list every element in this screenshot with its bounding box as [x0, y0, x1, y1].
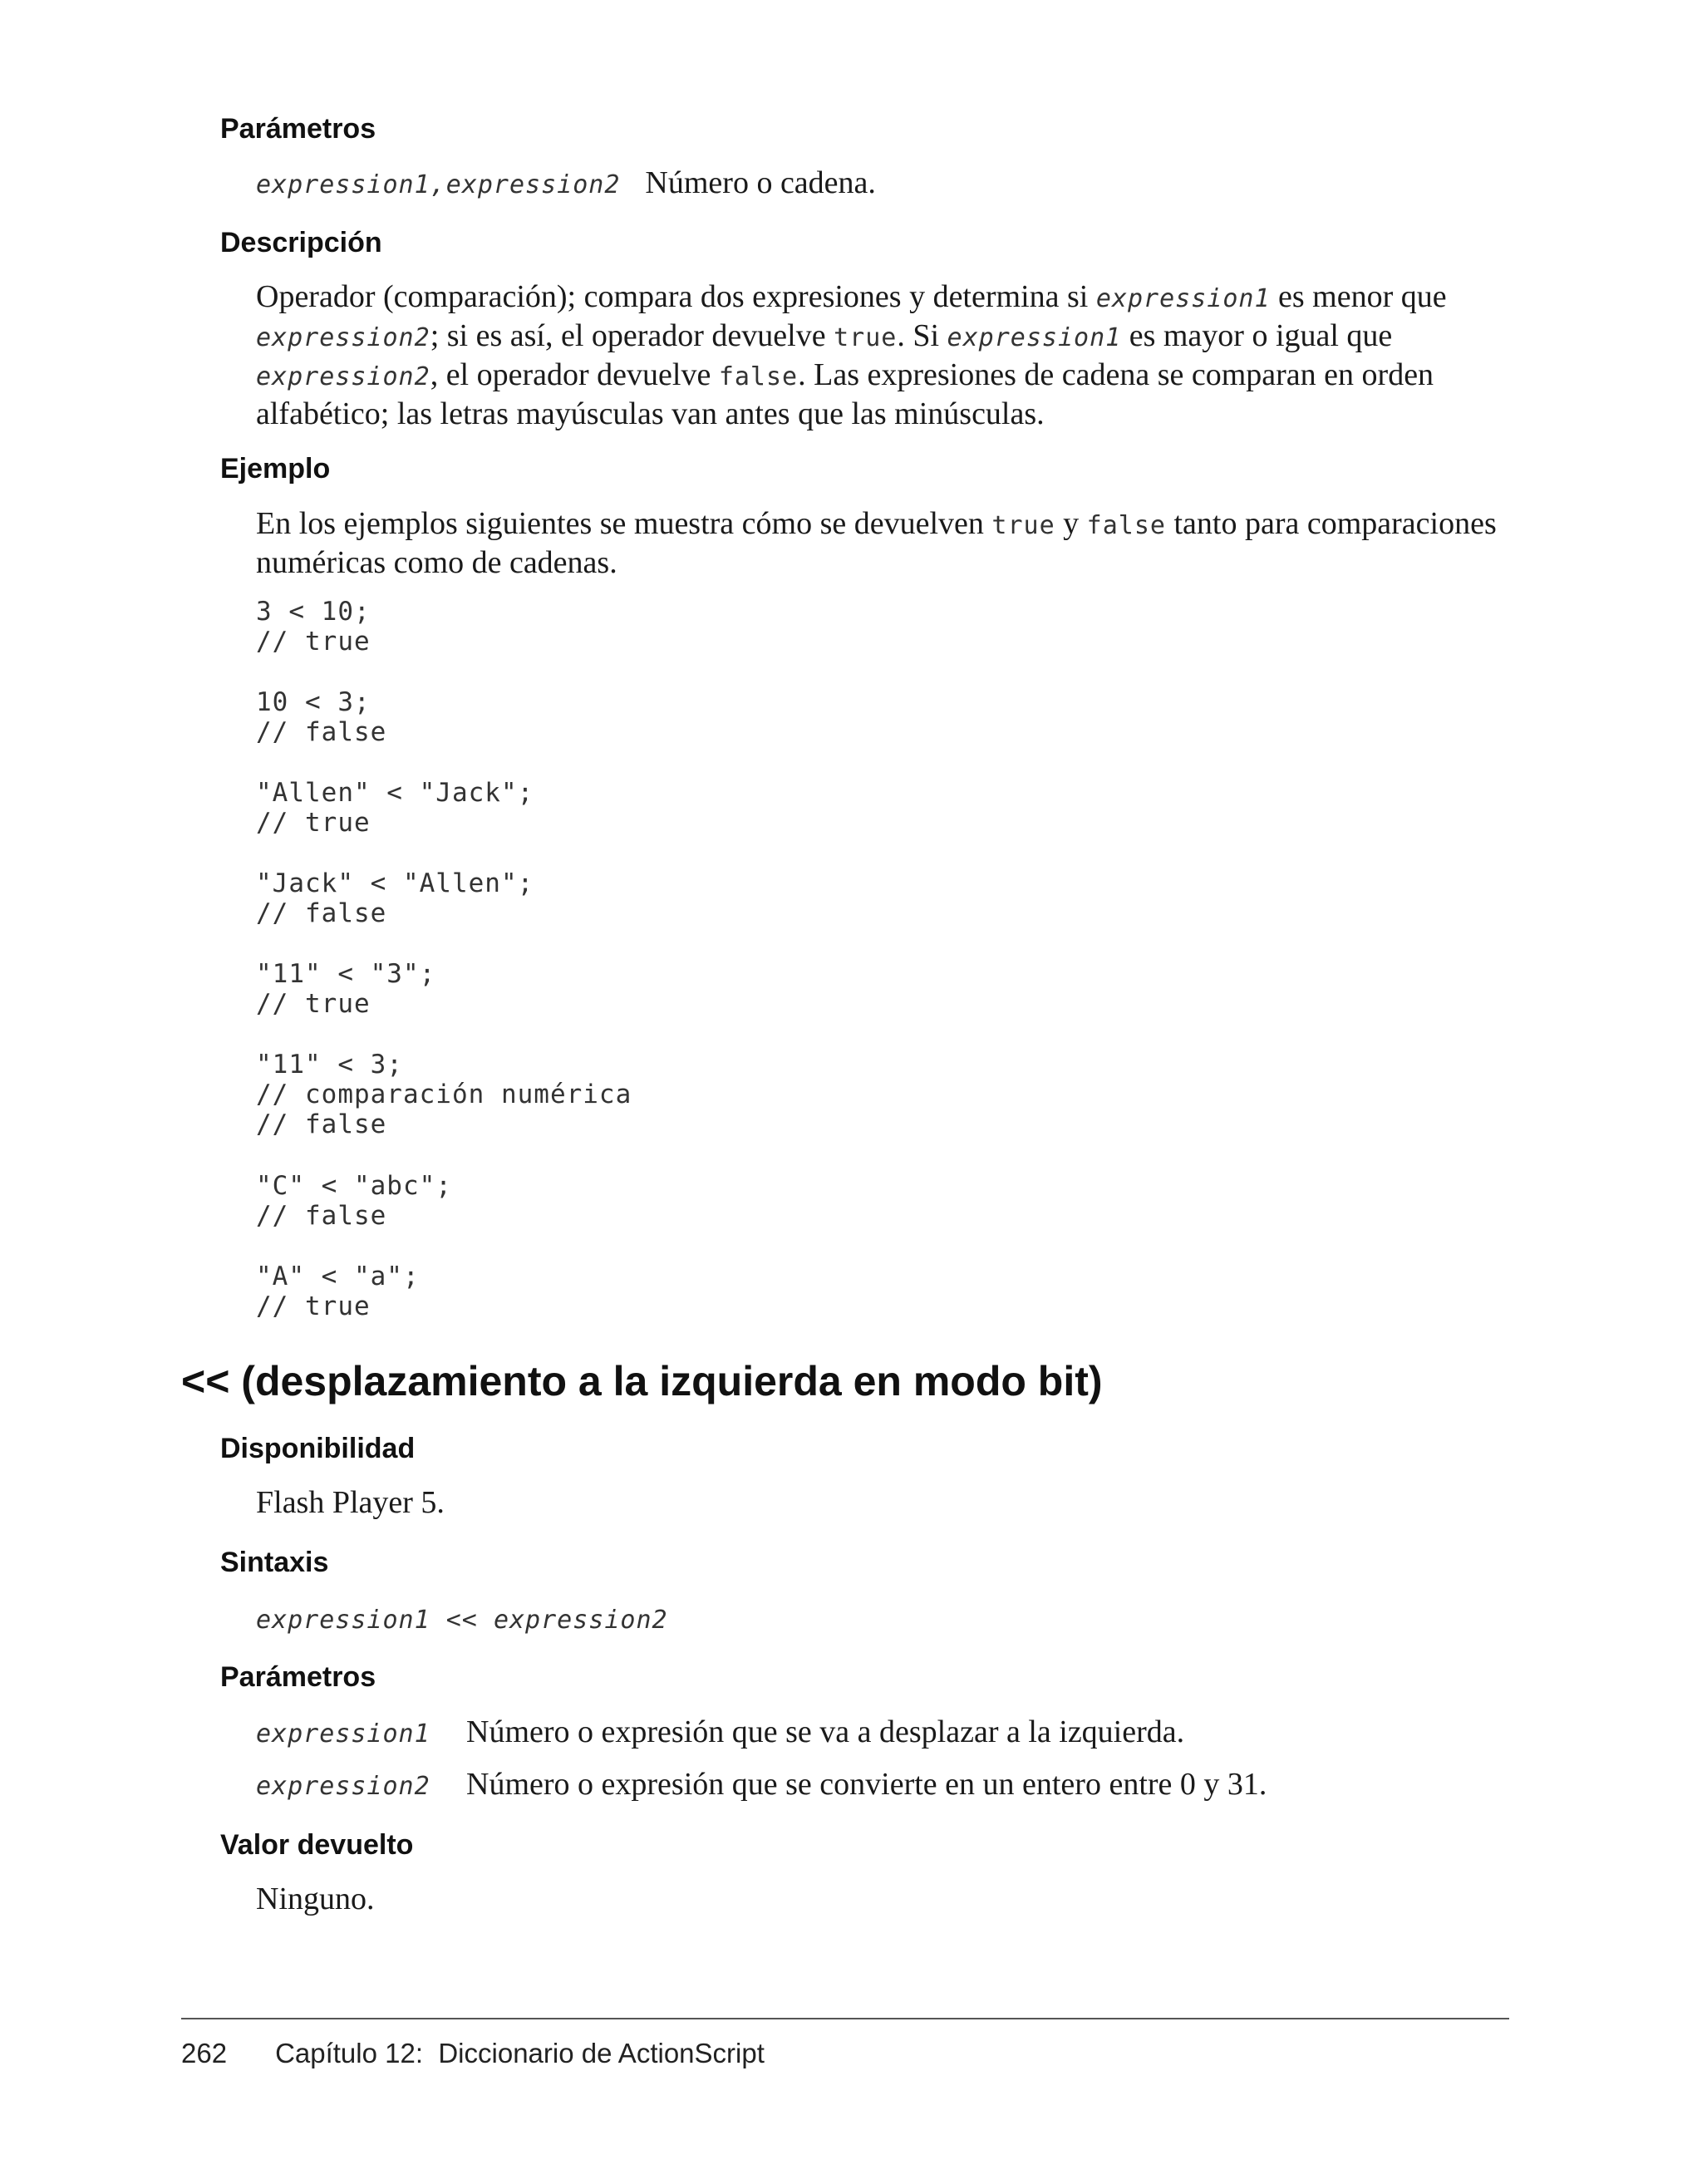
param-desc: Número o expresión que se va a desplazar a la izquierda. — [466, 1714, 1185, 1749]
code-example: "11" < 3; // comparación numérica // false — [256, 1050, 632, 1139]
param-name: expression1,expression2 — [256, 170, 621, 199]
text-run: es mayor o igual que — [1121, 318, 1393, 353]
param-row — [256, 1766, 1267, 1803]
param-desc: Número o cadena. — [645, 165, 876, 200]
inline-code: << — [430, 1606, 494, 1635]
description-paragraph — [256, 278, 1527, 432]
code-example: "Allen" < "Jack"; // true — [256, 778, 534, 838]
inline-code-italic: expression2 — [493, 1606, 668, 1635]
example-intro — [256, 505, 1527, 581]
text-run: tanto para comparaciones numéricas como de cadenas. — [256, 506, 1497, 580]
text-run: . Si — [897, 318, 947, 353]
inline-code-italic: expression2 — [256, 323, 430, 352]
section-title: << (desplazamiento a la izquierda en modo bit) — [181, 1358, 1103, 1404]
heading-valor-devuelto: Valor devuelto — [220, 1829, 414, 1861]
inline-code: true — [834, 323, 898, 352]
page-footer — [181, 2038, 765, 2069]
code-example: "11" < "3"; // true — [256, 959, 436, 1019]
availability-text: Flash Player 5. — [256, 1485, 445, 1520]
heading-parametros: Parámetros — [220, 113, 376, 145]
param-desc: Número o expresión que se convierte en un entero entre 0 y 31. — [466, 1767, 1267, 1802]
heading-sintaxis: Sintaxis — [220, 1547, 329, 1578]
footer-rule — [181, 2018, 1509, 2019]
param-name: expression2 — [256, 1772, 430, 1801]
heading-disponibilidad: Disponibilidad — [220, 1433, 416, 1464]
code-example: "C" < "abc"; // false — [256, 1171, 452, 1231]
inline-code: true — [991, 511, 1055, 540]
param-name: expression1 — [256, 1719, 430, 1749]
param-row — [256, 165, 876, 201]
inline-code-italic: expression1 — [947, 323, 1122, 352]
text-run: y — [1055, 506, 1087, 541]
inline-code: false — [1086, 511, 1166, 540]
text-run: Operador (comparación); compara dos expresiones y determina si — [256, 279, 1096, 314]
text-run: En los ejemplos siguientes se muestra cómo se devuelven — [256, 506, 992, 541]
code-example: "Jack" < "Allen"; // false — [256, 868, 534, 928]
page-number: 262 — [181, 2038, 228, 2068]
chapter-title: Capítulo 12: Diccionario de ActionScript — [275, 2038, 765, 2068]
code-example: 10 < 3; // false — [256, 687, 387, 747]
text-run: ; si es así, el operador devuelve — [430, 318, 834, 353]
inline-code-italic: expression1 — [1095, 284, 1271, 313]
heading-parametros-2: Parámetros — [220, 1661, 376, 1693]
inline-code-italic: expression1 — [256, 1606, 430, 1635]
text-run: , el operador devuelve — [430, 357, 719, 392]
text-run: . Las expresiones de cadena se comparan en orden alfabético; las letras mayúsculas van antes que las minúsculas. — [256, 357, 1434, 431]
return-value-text: Ninguno. — [256, 1881, 375, 1916]
code-example: "A" < "a"; // true — [256, 1262, 420, 1321]
text-run: es menor que — [1270, 279, 1447, 314]
inline-code: false — [718, 362, 799, 391]
code-example: 3 < 10; // true — [256, 597, 371, 657]
inline-code-italic: expression2 — [256, 362, 430, 391]
heading-descripcion: Descripción — [220, 227, 382, 258]
param-row — [256, 1714, 1184, 1750]
syntax-line — [256, 1600, 1527, 1639]
heading-ejemplo: Ejemplo — [220, 453, 331, 485]
